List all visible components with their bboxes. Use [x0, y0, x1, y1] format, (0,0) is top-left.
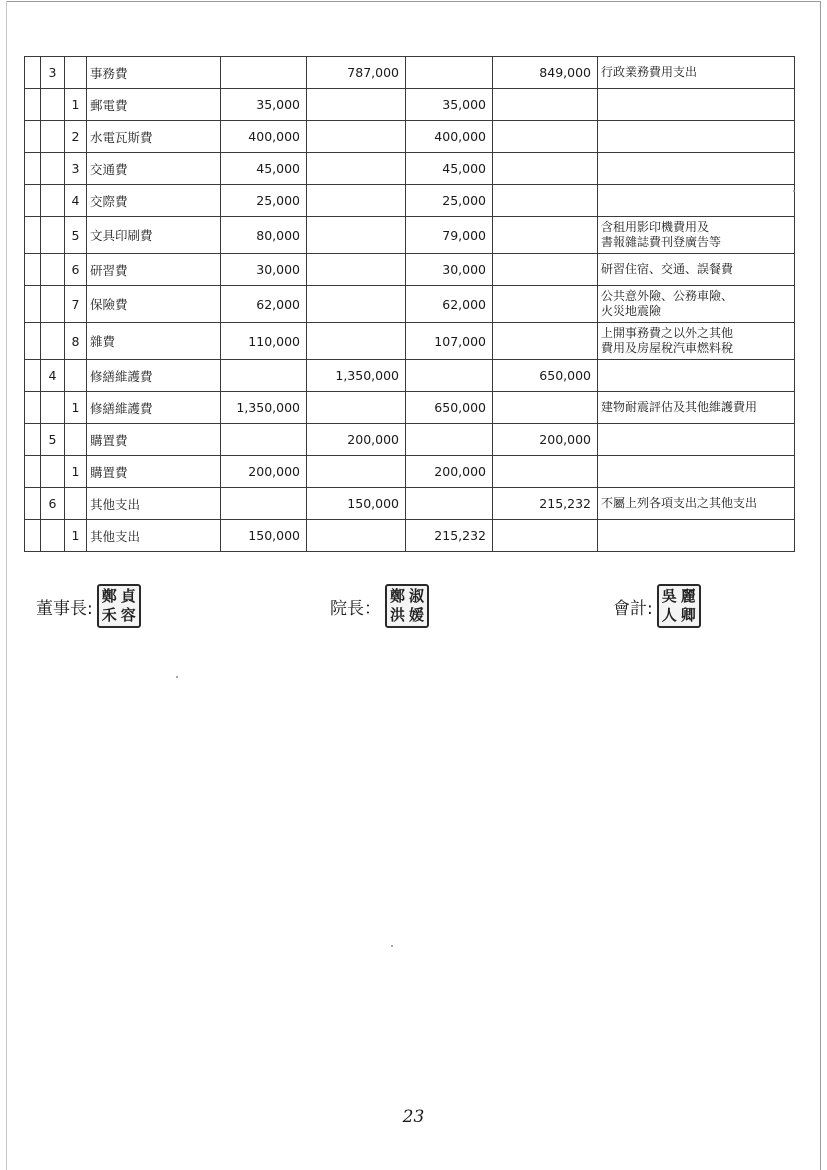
item-budget-cell	[221, 488, 307, 520]
category-budget-cell	[307, 392, 406, 424]
category-budget-cell: 1,350,000	[307, 360, 406, 392]
blank-cell	[25, 456, 41, 488]
director-label: 院長：	[330, 598, 381, 619]
table-row	[25, 424, 795, 456]
remark-cell	[598, 89, 795, 121]
blank-cell	[25, 57, 41, 89]
category-number-cell	[41, 89, 65, 121]
seal-char: 禾	[101, 606, 117, 624]
seal-char: 鄭	[101, 587, 117, 605]
item-actual-cell: 200,000	[406, 456, 493, 488]
remark-line: 公共意外險、公務車險、	[601, 289, 734, 303]
item-budget-cell: 80,000	[221, 217, 307, 254]
category-actual-cell	[493, 121, 598, 153]
item-budget-cell	[221, 57, 307, 89]
budget-table	[24, 56, 795, 552]
item-budget-cell: 110,000	[221, 323, 307, 360]
category-number-cell	[41, 520, 65, 552]
table-row	[25, 121, 795, 153]
item-name-cell: 其他支出	[87, 520, 221, 552]
item-number-cell: 6	[65, 254, 87, 286]
remark-cell	[598, 488, 795, 520]
blank-cell	[25, 217, 41, 254]
item-name-cell: 其他支出	[87, 488, 221, 520]
category-number-cell	[41, 217, 65, 254]
item-actual-cell	[406, 360, 493, 392]
blank-cell	[25, 89, 41, 121]
category-budget-cell	[307, 217, 406, 254]
category-number-cell: 4	[41, 360, 65, 392]
category-number-cell: 6	[41, 488, 65, 520]
remark-cell	[598, 456, 795, 488]
chairman-signature	[36, 584, 141, 628]
category-actual-cell	[493, 520, 598, 552]
seal-char: 淑	[408, 587, 424, 605]
item-number-cell: 1	[65, 456, 87, 488]
table-row	[25, 57, 795, 89]
category-budget-cell	[307, 89, 406, 121]
category-budget-cell	[307, 520, 406, 552]
item-number-cell	[65, 424, 87, 456]
category-number-cell	[41, 323, 65, 360]
category-number-cell	[41, 392, 65, 424]
blank-cell	[25, 153, 41, 185]
category-number-cell: 5	[41, 424, 65, 456]
item-name-cell: 修繕維護費	[87, 360, 221, 392]
item-name-cell: 郵電費	[87, 89, 221, 121]
director-seal-stamp	[385, 584, 429, 628]
item-budget-cell: 150,000	[221, 520, 307, 552]
table-row	[25, 254, 795, 286]
blank-cell	[25, 424, 41, 456]
table-row	[25, 488, 795, 520]
remark-cell	[598, 360, 795, 392]
item-number-cell: 1	[65, 89, 87, 121]
remark-line: 行政業務費用支出	[601, 65, 698, 79]
category-actual-cell	[493, 392, 598, 424]
category-actual-cell: 200,000	[493, 424, 598, 456]
accountant-seal-stamp	[657, 584, 701, 628]
item-actual-cell: 79,000	[406, 217, 493, 254]
chairman-label: 董事長:	[36, 598, 93, 619]
category-actual-cell	[493, 153, 598, 185]
category-budget-cell: 787,000	[307, 57, 406, 89]
item-name-cell: 水電瓦斯費	[87, 121, 221, 153]
item-name-cell: 交通費	[87, 153, 221, 185]
item-budget-cell: 200,000	[221, 456, 307, 488]
item-actual-cell	[406, 424, 493, 456]
item-actual-cell: 25,000	[406, 185, 493, 217]
signature-block	[0, 584, 827, 644]
item-number-cell: 3	[65, 153, 87, 185]
category-actual-cell	[493, 323, 598, 360]
item-name-cell: 交際費	[87, 185, 221, 217]
item-budget-cell: 400,000	[221, 121, 307, 153]
blank-cell	[25, 392, 41, 424]
item-actual-cell	[406, 57, 493, 89]
item-actual-cell: 400,000	[406, 121, 493, 153]
item-number-cell: 1	[65, 392, 87, 424]
seal-char: 貞	[120, 587, 136, 605]
remark-cell	[598, 254, 795, 286]
chairman-seal-stamp	[97, 584, 141, 628]
item-number-cell: 2	[65, 121, 87, 153]
category-actual-cell	[493, 286, 598, 323]
accountant-label: 會計:	[613, 598, 653, 619]
scan-speck	[176, 676, 178, 678]
remark-line: 研習住宿、交通、誤餐費	[601, 262, 734, 276]
remark-line: 費用及房屋稅汽車燃料稅	[601, 341, 734, 355]
item-name-cell: 雜費	[87, 323, 221, 360]
category-number-cell	[41, 153, 65, 185]
item-actual-cell: 45,000	[406, 153, 493, 185]
item-actual-cell: 35,000	[406, 89, 493, 121]
category-budget-cell	[307, 121, 406, 153]
item-actual-cell	[406, 488, 493, 520]
seal-char: 人	[661, 606, 677, 624]
item-budget-cell	[221, 424, 307, 456]
item-name-cell: 購置費	[87, 456, 221, 488]
item-budget-cell: 25,000	[221, 185, 307, 217]
seal-char: 鄭	[389, 587, 405, 605]
table-row	[25, 217, 795, 254]
item-number-cell: 1	[65, 520, 87, 552]
category-number-cell	[41, 121, 65, 153]
category-number-cell	[41, 254, 65, 286]
remark-line: 上開事務費之以外之其他	[601, 326, 734, 340]
table-row	[25, 323, 795, 360]
remark-cell	[598, 392, 795, 424]
item-number-cell: 5	[65, 217, 87, 254]
category-actual-cell	[493, 185, 598, 217]
remark-cell	[598, 520, 795, 552]
item-name-cell: 文具印刷費	[87, 217, 221, 254]
category-number-cell	[41, 456, 65, 488]
item-number-cell: 8	[65, 323, 87, 360]
seal-char: 容	[120, 606, 136, 624]
item-actual-cell: 107,000	[406, 323, 493, 360]
seal-char: 卿	[680, 606, 696, 624]
item-actual-cell: 62,000	[406, 286, 493, 323]
item-budget-cell: 45,000	[221, 153, 307, 185]
item-budget-cell	[221, 360, 307, 392]
remark-cell	[598, 185, 795, 217]
item-actual-cell: 215,232	[406, 520, 493, 552]
seal-char: 洪	[389, 606, 405, 624]
remark-line: 建物耐震評估及其他維護費用	[601, 400, 758, 414]
item-number-cell	[65, 57, 87, 89]
table-row	[25, 392, 795, 424]
item-number-cell: 7	[65, 286, 87, 323]
category-budget-cell	[307, 323, 406, 360]
category-actual-cell: 215,232	[493, 488, 598, 520]
scan-speck	[793, 190, 795, 192]
remark-cell	[598, 153, 795, 185]
table-row	[25, 520, 795, 552]
blank-cell	[25, 254, 41, 286]
budget-table-body	[25, 57, 795, 552]
remark-line: 書報雜誌費刊登廣告等	[601, 235, 722, 249]
remark-line: 不屬上列各項支出之其他支出	[601, 496, 758, 510]
director-signature	[330, 584, 429, 628]
item-budget-cell: 1,350,000	[221, 392, 307, 424]
category-budget-cell: 200,000	[307, 424, 406, 456]
item-name-cell: 購置費	[87, 424, 221, 456]
table-row	[25, 286, 795, 323]
blank-cell	[25, 488, 41, 520]
remark-cell	[598, 286, 795, 323]
page-number: 23	[402, 1107, 425, 1127]
category-actual-cell	[493, 254, 598, 286]
accountant-signature	[613, 584, 701, 628]
category-budget-cell	[307, 286, 406, 323]
remark-line: 火災地震險	[601, 304, 662, 318]
item-number-cell: 4	[65, 185, 87, 217]
remark-cell	[598, 57, 795, 89]
category-budget-cell	[307, 185, 406, 217]
page-edge-top	[6, 1, 821, 2]
remark-cell	[598, 217, 795, 254]
scan-speck	[391, 945, 393, 947]
seal-char: 吳	[661, 587, 677, 605]
blank-cell	[25, 121, 41, 153]
category-actual-cell	[493, 217, 598, 254]
item-budget-cell: 30,000	[221, 254, 307, 286]
item-budget-cell: 35,000	[221, 89, 307, 121]
table-row	[25, 360, 795, 392]
blank-cell	[25, 185, 41, 217]
blank-cell	[25, 520, 41, 552]
remark-cell	[598, 424, 795, 456]
remark-cell	[598, 121, 795, 153]
table-row	[25, 89, 795, 121]
category-budget-cell	[307, 456, 406, 488]
item-budget-cell: 62,000	[221, 286, 307, 323]
table-row	[25, 456, 795, 488]
item-name-cell: 事務費	[87, 57, 221, 89]
blank-cell	[25, 360, 41, 392]
item-actual-cell: 650,000	[406, 392, 493, 424]
remark-cell	[598, 323, 795, 360]
item-name-cell: 修繕維護費	[87, 392, 221, 424]
item-number-cell	[65, 488, 87, 520]
table-row	[25, 185, 795, 217]
item-actual-cell: 30,000	[406, 254, 493, 286]
item-number-cell	[65, 360, 87, 392]
category-number-cell	[41, 185, 65, 217]
category-actual-cell: 650,000	[493, 360, 598, 392]
category-actual-cell	[493, 456, 598, 488]
table-row	[25, 153, 795, 185]
category-budget-cell	[307, 153, 406, 185]
category-budget-cell: 150,000	[307, 488, 406, 520]
category-budget-cell	[307, 254, 406, 286]
remark-line: 含租用影印機費用及	[601, 220, 710, 234]
blank-cell	[25, 323, 41, 360]
category-actual-cell: 849,000	[493, 57, 598, 89]
category-number-cell: 3	[41, 57, 65, 89]
category-number-cell	[41, 286, 65, 323]
item-name-cell: 研習費	[87, 254, 221, 286]
blank-cell	[25, 286, 41, 323]
seal-char: 媛	[408, 606, 424, 624]
category-actual-cell	[493, 89, 598, 121]
item-name-cell: 保險費	[87, 286, 221, 323]
seal-char: 麗	[680, 587, 696, 605]
